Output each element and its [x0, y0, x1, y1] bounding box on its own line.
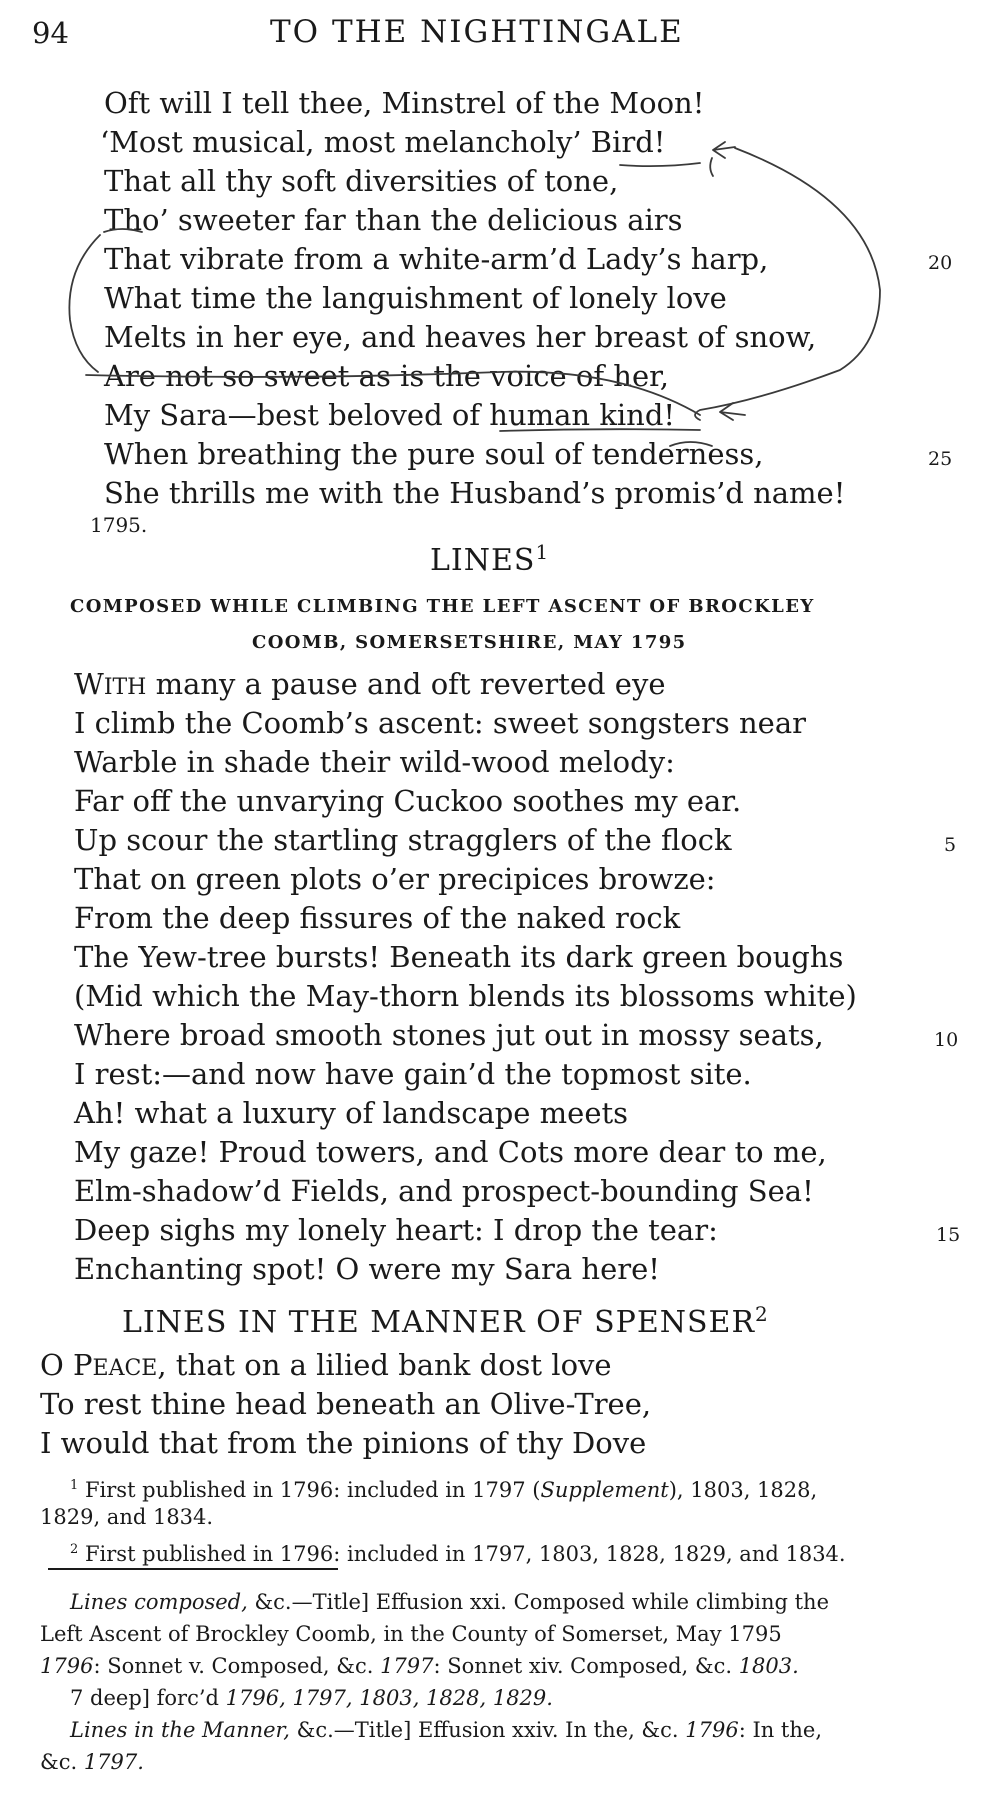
variant-year: 1796 [685, 1718, 739, 1742]
poem-line: Enchanting spot! O were my Sara here! [74, 1252, 660, 1286]
poem-line: My Sara—best beloved of human kind! [104, 398, 676, 432]
poem-line: I rest:—and now have gain’d the topmost site. [74, 1057, 752, 1091]
variant-text: : Sonnet v. Composed, &c. [93, 1654, 381, 1678]
footnote-text: ), 1803, 1828, [668, 1478, 818, 1502]
footnote-italic: Supplement [540, 1478, 669, 1502]
poem-line: Melts in her eye, and heaves her breast of snow, [104, 320, 817, 354]
variant-text: &c. [40, 1750, 84, 1774]
variant-line [40, 1748, 144, 1776]
hook-mark [710, 158, 713, 176]
poem-line: I climb the Coomb’s ascent: sweet songsters near [74, 706, 806, 740]
poem-line: (Mid which the May-thorn blends its blossoms white) [74, 979, 857, 1013]
variant-text: : Sonnet xiv. Composed, &c. [433, 1654, 739, 1678]
poem-title-text: LINES IN THE MANNER OF SPENSER [122, 1305, 756, 1340]
poem-subtitle: COMPOSED WHILE CLIMBING THE LEFT ASCENT OF BROCKLEY [70, 596, 815, 617]
variant-text: : In the, [738, 1718, 823, 1742]
poem-line: Deep sighs my lonely heart: I drop the tear: [74, 1213, 718, 1247]
variant-line [70, 1716, 822, 1744]
footnote-1 [70, 1472, 817, 1504]
line-text: , that on a lilied bank dost love [157, 1348, 612, 1382]
variant-text: 7 deep] forc’d [70, 1686, 226, 1710]
variant-italic: Lines in the Manner, [70, 1718, 290, 1742]
poem-line: The Yew-tree bursts! Beneath its dark green boughs [74, 940, 844, 974]
poem-line: My gaze! Proud towers, and Cots more dear to me, [74, 1135, 827, 1169]
poem-line: That all thy soft diversities of tone, [104, 164, 619, 198]
poem-line: Where broad smooth stones jut out in mossy seats, [74, 1018, 824, 1052]
variant-line [70, 1684, 553, 1712]
variant-years: 1796, 1797, 1803, 1828, 1829. [225, 1686, 553, 1710]
poem-date: 1795. [90, 513, 148, 537]
variant-year: 1797 [380, 1654, 434, 1678]
poem-line: ‘Most musical, most melancholy’ Bird! [100, 125, 666, 159]
initial-capital: O P [40, 1348, 93, 1382]
poem-title [430, 540, 549, 578]
line-number: 20 [928, 252, 953, 274]
variant-text: &c.—Title] Effusion xxi. Composed while climbing the [247, 1590, 830, 1614]
poem-line [74, 665, 666, 707]
footnote-1-cont: 1829, and 1834. [40, 1505, 214, 1529]
poem-line: Far off the unvarying Cuckoo soothes my ear. [74, 784, 742, 818]
arrow-mark [713, 142, 735, 158]
footnote-text: First published in 1796: included in 1797, 1803, 1828, 1829, and 1834. [84, 1542, 846, 1566]
poem-line: I would that from the pinions of thy Dove [40, 1426, 647, 1460]
footnote-2 [70, 1536, 846, 1568]
poem-line: Warble in shade their wild-wood melody: [74, 745, 675, 779]
footnote-text: First published in 1796: included in 1797 ( [84, 1478, 541, 1502]
small-caps: ITH [103, 675, 147, 700]
line-text: many a pause and oft reverted eye [146, 667, 666, 701]
footnote-divider [48, 1568, 338, 1570]
bracket-curve [69, 235, 100, 372]
line-number: 10 [934, 1029, 959, 1051]
poem-line: Oft will I tell thee, Minstrel of the Moon! [104, 86, 705, 120]
footnote-mark: 2 [70, 1542, 79, 1557]
poem-line: From the deep fissures of the naked rock [74, 901, 681, 935]
footnote-mark: 1 [70, 1478, 79, 1493]
initial-capital: W [74, 667, 104, 701]
underline-mark [620, 163, 700, 166]
line-number: 25 [928, 448, 953, 470]
arrow-mark [720, 403, 745, 420]
poem-line: Tho’ sweeter far than the delicious airs [104, 203, 683, 237]
variant-year: 1797. [83, 1750, 144, 1774]
poem-line: What time the languishment of lonely love [104, 281, 727, 315]
variant-line [40, 1652, 799, 1680]
footnote-ref: 2 [755, 1302, 769, 1326]
poem-line: Elm-shadow’d Fields, and prospect-bounding Sea! [74, 1174, 814, 1208]
poem-title [122, 1302, 769, 1340]
poem-line: That on green plots o’er precipices browze: [74, 862, 716, 896]
poem-line: To rest thine head beneath an Olive-Tree, [40, 1387, 652, 1421]
small-caps: EACE [92, 1356, 158, 1381]
poem-title-text: LINES [430, 543, 536, 578]
poem-line: She thrills me with the Husband’s promis’d name! [104, 476, 846, 510]
variant-italic: Lines composed, [70, 1590, 248, 1614]
page-number: 94 [32, 16, 69, 50]
poem-line: When breathing the pure soul of tenderness, [104, 437, 764, 471]
running-title: TO THE NIGHTINGALE [270, 14, 684, 50]
variant-year: 1796 [40, 1654, 94, 1678]
line-number: 15 [936, 1224, 961, 1246]
line-number: 5 [944, 834, 957, 856]
variant-line [70, 1588, 829, 1616]
poem-line: That vibrate from a white-arm’d Lady’s harp, [104, 242, 769, 276]
poem-line: Ah! what a luxury of landscape meets [74, 1096, 629, 1130]
variant-line: Left Ascent of Brockley Coomb, in the County of Somerset, May 1795 [40, 1622, 782, 1646]
variant-year: 1803. [738, 1654, 799, 1678]
poem-line [40, 1346, 612, 1388]
poem-line: Up scour the startling stragglers of the flock [74, 823, 732, 857]
footnote-ref: 1 [535, 540, 550, 564]
poem-line: Are not so sweet as is the voice of her, [104, 359, 670, 393]
poem-subtitle: COOMB, SOMERSETSHIRE, MAY 1795 [252, 632, 687, 653]
variant-text: &c.—Title] Effusion xxiv. In the, &c. [289, 1718, 686, 1742]
